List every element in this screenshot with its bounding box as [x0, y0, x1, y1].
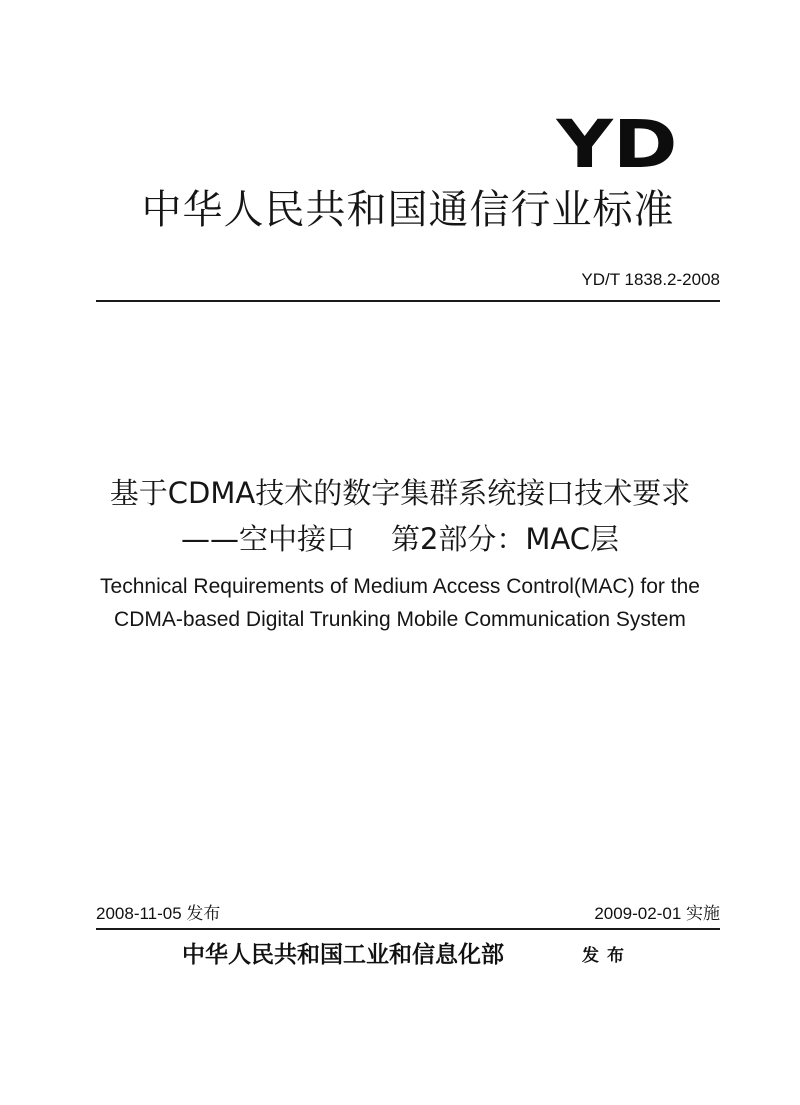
publish-label: 发布 — [582, 946, 632, 966]
publisher-name: 中华人民共和国工业和信息化部 — [182, 941, 504, 968]
top-divider — [96, 300, 720, 302]
issue-date: 2008-11-05 发布 — [96, 904, 221, 923]
yd-logo: YD — [556, 106, 678, 183]
english-title-line-1: Technical Requirements of Medium Access Control(MAC) for the — [100, 575, 700, 598]
english-title-line-2: CDMA-based Digital Trunking Mobile Communication System — [114, 608, 686, 631]
chinese-title-line-1: 基于CDMA技术的数字集群系统接口技术要求 — [109, 476, 691, 510]
chinese-title-line-2 — [60, 520, 740, 558]
chinese-title-part: 第2部分：MAC层 — [390, 522, 620, 556]
bottom-divider — [96, 928, 720, 930]
chinese-title-subtitle: ——空中接口 — [180, 522, 355, 556]
english-title — [60, 570, 740, 636]
implementation-date: 2009-02-01 实施 — [594, 904, 720, 923]
standard-number: YD/T 1838.2-2008 — [581, 270, 720, 289]
standard-category-heading: 中华人民共和国通信行业标准 — [141, 187, 675, 233]
